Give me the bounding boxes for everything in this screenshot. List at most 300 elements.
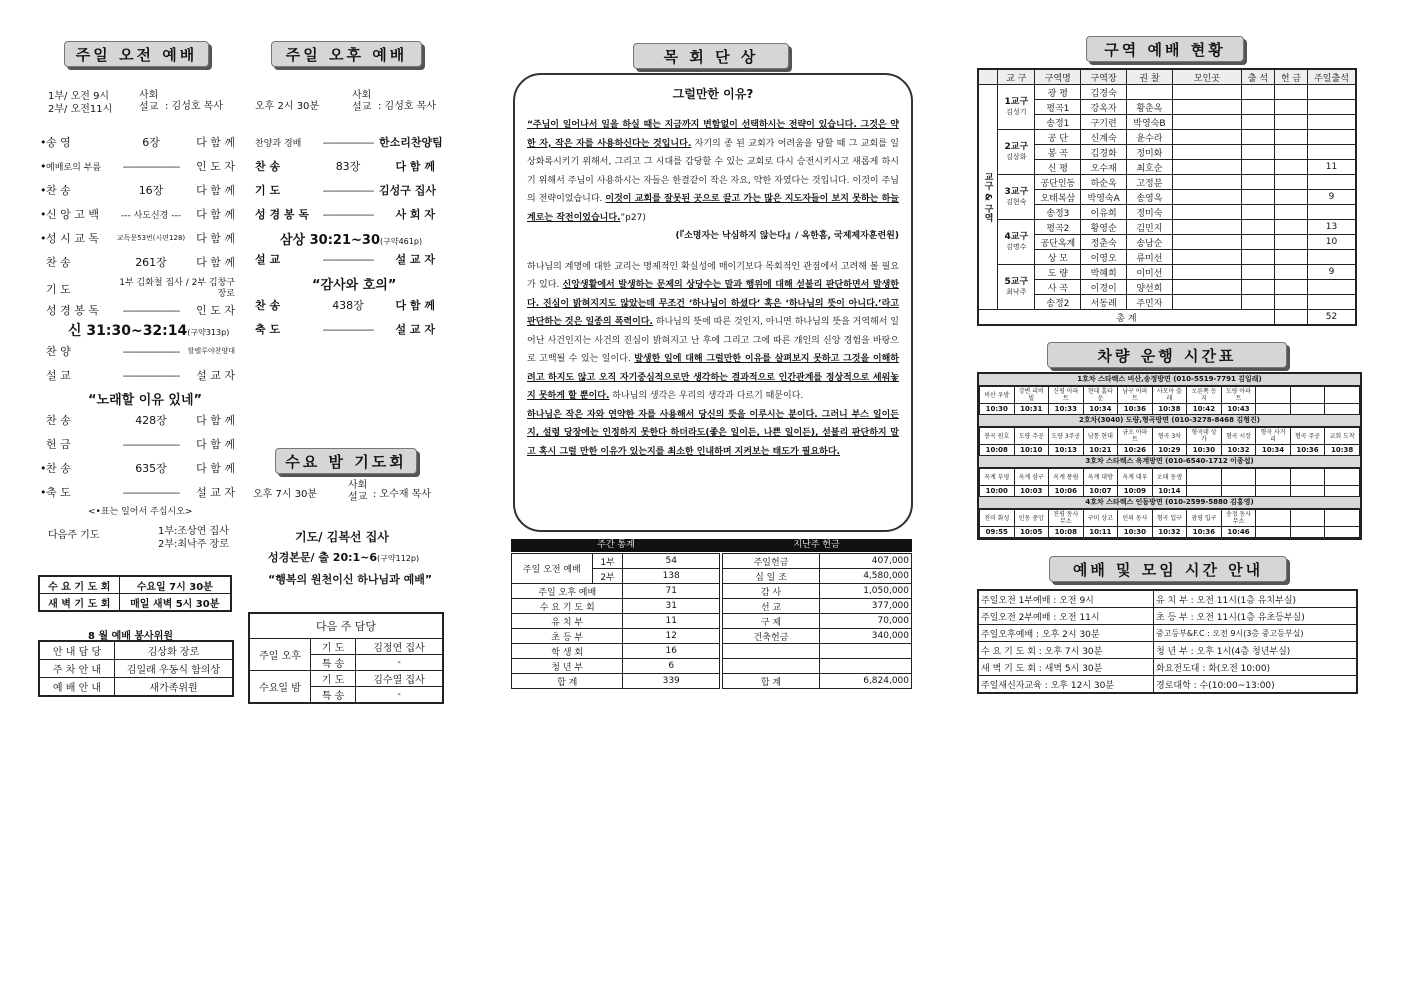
bus-stop [1290,387,1325,404]
table-cell: 박영숙B [1127,115,1173,130]
order-who: 사 회 자 [395,208,435,221]
table-cell: 합 계 [512,674,623,689]
table-row [39,660,233,678]
table-cell [1308,145,1357,160]
bus-time: 10:07 [1083,486,1118,497]
order-who: 다 함 께 [196,462,235,475]
table-row [980,527,1360,538]
order-row [40,484,235,500]
order-who: 한소리찬양팀 [379,136,443,149]
bus-time: 10:30 [980,404,1015,415]
order-name: 기 도 [255,184,281,197]
table-cell: 화요전도대 : 화(오전 10:00) [1154,659,1358,676]
schedule-table [977,589,1358,694]
table-row [249,671,443,687]
bus-time [1256,527,1291,538]
table-cell [1242,295,1275,310]
table-cell: 평곡2 [1035,220,1081,235]
table-cell: 김정연 집사 [356,639,444,655]
order-row [40,254,235,270]
order-name: 설 교 [255,253,281,266]
district-group-leader: 최낙주 [1006,288,1027,296]
table-cell: 12 [623,629,720,644]
table-cell: 주일 오전 예배 [512,554,593,584]
bus-time [1325,527,1360,538]
table-cell: 고정분 [1127,175,1173,190]
bus-stop [1290,469,1325,486]
table-cell: 사 곡 [1035,280,1081,295]
bus-stop: 형곡 입구 [1152,510,1187,527]
table-cell: 4,580,000 [820,569,912,584]
table-cell: 수 요 기 도 회 [512,599,623,614]
table-cell: 공 단 [1035,130,1081,145]
morning-scripture-page: (구약313p) [187,328,230,337]
order-who: 다 함 께 [395,160,435,173]
table-cell: 정미화 [1127,145,1173,160]
bus-time: 10:13 [1049,445,1084,456]
table-header-cell: 구역명 [1035,69,1081,85]
order-row [255,251,435,267]
order-name: 축 도 [46,486,71,499]
wednesday-scripture-text: 성경본문/ 출 20:1~6 [268,551,378,564]
order-row [40,343,235,359]
table-cell [1242,85,1275,100]
table-cell: 11 [623,614,720,629]
table-row [978,235,1356,250]
table-cell [1242,145,1275,160]
table-cell: 주일 오후 [249,639,311,671]
bus-time: 10:31 [1014,404,1049,415]
table-row [978,676,1357,694]
table-cell: 정미숙 [1127,205,1173,220]
table-cell: 선 교 [723,599,820,614]
order-mid: --- 사도신경 --- [121,210,181,221]
table-cell [1172,280,1241,295]
table-cell: - [356,687,444,704]
bus-time: 10:32 [1221,445,1256,456]
schedule-title: 예배 및 모임 시간 안내 [1049,556,1287,582]
body-part-d: 발생한 일에 대해 그럴만한 이유를 살펴보지 못하고 그것을 이해하려고 하지도 않고 오직 자기중심적으로만 생각하는 결과적으로 인간관계를 정상적으로 세워놓지 못하게 할 뿐이다. [527,354,899,401]
bus-time [1187,486,1222,497]
service-committee-title: 8 월 예배 봉사위원 [88,631,174,642]
order-row [40,436,235,452]
bus-time: 10:29 [1152,445,1187,456]
district-group-leader: 김상화 [1006,153,1027,161]
body-paragraph-1 [527,258,899,406]
order-mid: ------------------- [122,344,180,358]
order-mid: 교독문53번(시편128) [116,234,186,242]
table-cell: 매일 새벽 5시 30분 [119,594,231,612]
table-row [512,584,720,599]
table-cell [1308,115,1357,130]
next-prayer-2: 2부:최낙주 장로 [158,539,229,550]
table-cell [1275,190,1308,205]
table-row [512,659,720,674]
table-row [249,639,443,655]
order-mid: 6장 [142,136,160,149]
table-cell: 오태복삼 [1035,190,1081,205]
order-who: 할렐루야찬양대 [187,347,235,355]
prayer-meeting-table [38,575,232,612]
bus-time: 09:55 [980,527,1015,538]
table-row [978,625,1357,642]
table-row [512,614,720,629]
bus-time: 10:42 [1187,404,1222,415]
order-name: 헌 금 [46,438,71,451]
table-row [980,510,1360,527]
weekly-stats-table [511,553,720,689]
order-name: 성 경 봉 독 [46,304,99,317]
bus-time [1290,527,1325,538]
order-name: 기 도 [46,283,71,296]
bus-time: 10:36 [1118,404,1153,415]
order-row [255,134,443,150]
quote-part-a: “주님이 일어나서 일을 하실 때는 지금까지 변함없이 선택하시는 전략이 있습니다. 그것은 약한 자, 작은 자를 사용하신다는 것입니다. [527,120,899,149]
table-cell: 박혜희 [1081,265,1127,280]
table-cell: 1,050,000 [820,584,912,599]
wednesday-prayer: 기도/ 김복선 집사 [295,530,389,544]
bus-time: 10:05 [1014,527,1049,538]
bus-stop: 옥계 대방 [1083,469,1118,486]
order-who: 다 함 께 [196,256,235,269]
order-row [255,297,435,313]
table-cell: 유 치 부 [512,614,623,629]
district-group-name: 4교구 [1004,232,1029,242]
table-cell [1242,205,1275,220]
table-row [39,678,233,697]
table-cell: 138 [623,569,720,584]
table-row [39,576,231,594]
bus-stop: 인동 중앙 [1014,510,1049,527]
bus-time: 10:38 [1152,404,1187,415]
table-cell: 주일 오후 예배 [512,584,623,599]
morning-pastor: : 김성호 목사 [165,101,224,112]
morning-time-2: 2부/ 오전11시 [48,104,113,115]
table-row [723,659,912,674]
afternoon-service-title: 주일 오후 예배 [271,41,422,67]
bus-stop: 봉곡 원호 [980,428,1015,445]
wednesday-scripture [268,549,419,565]
morning-scripture [68,320,229,340]
table-cell: 최호순 [1127,160,1173,175]
table-cell: 총 계 [978,310,1275,326]
table-cell: 수 요 기 도 회 : 오후 7시 30분 [978,642,1154,659]
stand-mark: • [40,159,47,173]
bus-route-table [979,386,1360,415]
next-week-table [248,612,444,704]
table-cell: 청 년 부 [512,659,623,674]
table-cell: 9 [1308,265,1357,280]
table-cell: 특 송 [311,655,356,671]
bus-time: 10:30 [1187,445,1222,456]
order-name: 찬 송 [46,184,71,197]
order-who: 설 교 자 [395,323,435,336]
table-row [978,205,1356,220]
table-cell: 수요일 밤 [249,671,311,704]
bus-time: 10:46 [1221,527,1256,538]
order-row [40,278,235,300]
order-name: 성 시 교 독 [46,232,99,245]
table-cell: 광 평 [1035,85,1081,100]
morning-sermon-title: “노래할 이유 있네” [88,393,203,408]
district-group-name: 5교구 [1004,277,1029,287]
bus-route-name: 4호차 스타렉스 인동방면 (010-2599-5880 김홍영) [979,497,1360,509]
bus-time: 10:08 [1049,527,1084,538]
table-row [978,295,1356,310]
order-who: 다 함 께 [395,299,435,312]
bus-time: 10:10 [1014,445,1049,456]
table-cell [1127,85,1173,100]
table-row [978,608,1357,625]
table-cell [1275,130,1308,145]
district-group [998,265,1035,310]
stand-note: <•표는 일어서 주십시오> [88,507,193,517]
afternoon-pastor: : 김성호 목사 [378,101,437,112]
table-cell: 71 [623,584,720,599]
table-cell: 1부 [592,554,623,569]
bus-time: 10:14 [1152,486,1187,497]
service-committee-table [38,640,234,697]
table-row [978,265,1356,280]
bus-time [1221,486,1256,497]
table-cell: 11 [1308,160,1357,175]
bus-time [1325,486,1360,497]
table-cell [1242,250,1275,265]
bus-time [1256,486,1291,497]
bus-time: 10:21 [1083,445,1118,456]
afternoon-scripture-page: (구약461p) [380,237,423,246]
afternoon-sermon-title: “감사와 호의” [312,278,397,293]
table-cell [1172,235,1241,250]
table-row [723,614,912,629]
table-row [980,428,1360,445]
district-group-leader: 김현숙 [1006,198,1027,206]
table-cell: 2부 [592,569,623,584]
stand-mark: • [40,183,47,197]
table-row [980,486,1360,497]
bus-stop: 사모아 쓸래 [1152,387,1187,404]
order-mid: ----------------- [322,252,374,266]
bus-time: 10:33 [1049,404,1084,415]
bus-time: 10:26 [1118,445,1153,456]
table-cell [1275,280,1308,295]
wednesday-lead: 사회 설교 [348,480,368,503]
order-who: 다 함 께 [196,438,235,451]
table-cell [1308,175,1357,190]
table-row [512,599,720,614]
table-cell [1172,190,1241,205]
quote-part-d: ”p27) [620,212,646,223]
table-row [39,641,233,660]
table-cell [1275,175,1308,190]
bus-route-name: 2호차(3040) 도량,형곡방면 (010-3278-8468 김형진) [979,415,1360,427]
table-cell: 6,824,000 [820,674,912,689]
table-cell: 김민지 [1127,220,1173,235]
table-row [512,554,720,569]
order-row [40,230,235,246]
table-cell: 주 차 안 내 [39,660,115,678]
order-mid: 1부 김화철 집사 / 2부 김창구 장로 [119,278,235,299]
table-cell: 신 평 [1035,160,1081,175]
table-cell [1242,265,1275,280]
stand-mark: • [40,231,47,245]
table-row [978,190,1356,205]
table-cell: 김경화 [1081,145,1127,160]
table-cell: 주일오후예배 : 오후 2시 30분 [978,625,1154,642]
bus-stop [1256,469,1291,486]
table-cell [1172,205,1241,220]
bus-stop: 형곡 3차 [1152,428,1187,445]
table-row [39,594,231,612]
table-cell [1172,85,1241,100]
bus-stop: 도량 주공 [1014,428,1049,445]
table-row [978,160,1356,175]
bus-stop [1256,387,1291,404]
table-row [980,404,1360,415]
order-row [40,158,235,174]
order-name: 찬양과 경배 [255,138,302,149]
bus-stop [1325,387,1360,404]
wednesday-sermon-title: “행복의 원천이신 하나님과 예배” [268,573,433,586]
table-cell: 구 제 [723,614,820,629]
table-cell: 건축헌금 [723,629,820,644]
last-week-offering-title: 지난주 헌금 [793,540,840,550]
table-row [723,674,912,689]
table-row [980,387,1360,404]
table-cell: 예 배 안 내 [39,678,115,697]
table-cell: 김수열 집사 [356,671,444,687]
table-cell [1172,295,1241,310]
table-cell: 김상화 장로 [115,641,234,660]
order-name: 찬 송 [46,462,71,475]
order-mid: ------------------- [122,485,180,499]
district-group-name: 3교구 [1004,187,1029,197]
table-cell: 340,000 [820,629,912,644]
table-cell [1172,160,1241,175]
table-cell: 서동례 [1081,295,1127,310]
order-row [40,206,235,222]
bus-stop [1221,469,1256,486]
bus-stop: 옥계 삼구 [1014,469,1049,486]
wednesday-pastor: : 오수재 목사 [373,489,432,500]
table-cell: 기 도 [311,671,356,687]
table-cell [1172,250,1241,265]
body-part-e: 하나님의 생각은 우리의 생각과 다르기 때문이다. [609,391,804,401]
table-cell: 주민자 [1127,295,1173,310]
table-cell: 이영오 [1081,250,1127,265]
order-mid: 16장 [138,184,164,197]
bus-stop [1290,510,1325,527]
order-mid: ------------------- [122,303,180,317]
bus-stop: 강변 리버빌 [1014,387,1049,404]
quote-part-b: 자기의 종 된 교회가 어려움을 당할 때 그 교회를 일상화록시키기 위해서, 그리고 그 시대를 감당할 수 있는 교회로 다시 승전시키시고 새롭게 하시기 위해서 주님이 사용하시는 자들은 한결같이 작은 자요, 약한 자였다는 것입니다. 이것이 주님의 전략이었습니다. [527,138,900,204]
table-header-cell: 주일출석 [1308,69,1357,85]
bus-stop: 도량 아파트 [1221,387,1256,404]
table-cell: 평곡1 [1035,100,1081,115]
table-cell: 김일래 우동식 함의상 [115,660,234,678]
next-prayer-label: 다음주 기도 [48,530,100,541]
bus-stop: 형곡 시장 [1221,428,1256,445]
order-row [40,460,235,476]
table-row [978,85,1356,100]
order-who: 설 교 자 [395,253,435,266]
table-cell: 윤수라 [1127,130,1173,145]
table-cell: 감 사 [723,584,820,599]
order-row [255,206,435,222]
order-who: 다 함 께 [196,184,235,197]
table-cell [820,659,912,674]
table-cell: 6 [623,659,720,674]
order-who: 다 함 께 [196,232,235,245]
bus-stop: 옥계 대우 [1118,469,1153,486]
bus-stop: 형곡 주공 [1290,428,1325,445]
order-mid: 261장 [135,256,167,269]
table-cell: 407,000 [820,554,912,569]
table-row [723,569,912,584]
table-cell: 377,000 [820,599,912,614]
table-cell [1172,220,1241,235]
district-worship-title: 구역 예배 현황 [1086,36,1244,62]
order-name: 예배로의 부름 [46,162,102,173]
table-cell: 13 [1308,220,1357,235]
bus-stop: 진미 화성 [980,510,1015,527]
order-who: 인 도 자 [196,160,235,173]
table-cell: 특 송 [311,687,356,704]
table-cell: 정춘숙 [1081,235,1127,250]
order-row [40,182,235,198]
table-cell: 학 생 회 [512,644,623,659]
order-name: 찬 송 [46,256,71,269]
table-row [723,584,912,599]
district-group-name: 2교구 [1004,142,1029,152]
bus-stop [1256,510,1291,527]
order-row [40,367,235,383]
order-mid: ----------------- [322,207,374,221]
table-header-cell: 교 구 [998,69,1035,85]
body-part-b: 신앙생활에서 발생하는 문제의 상당수는 말과 행위에 대해 섣불리 판단하면서 발생한다. 진심이 밝혀지지도 않았는데 무조건 ‘하나님이 하셨다’ 혹은 ‘하나님의 뜻이 아니다.’라고 판단하는 것은 일종의 폭력이다. [527,280,899,327]
table-cell: 도 량 [1035,265,1081,280]
bus-stop: 구미 상고 [1083,510,1118,527]
bus-stop [1325,510,1360,527]
wednesday-scripture-page: (구약112p) [377,554,420,563]
bus-stop: 남구 아파트 [1118,387,1153,404]
pastor-column-box [513,73,913,532]
table-cell: 공단인동 [1035,175,1081,190]
bus-stop: 오태 동생 [1152,469,1187,486]
order-who: 김성구 집사 [379,184,436,197]
bus-stop: 옥계 풍림 [1049,469,1084,486]
order-mid: ----------------- [322,322,374,336]
bus-stop: 송정 동사무소 [1221,510,1256,527]
table-row [512,629,720,644]
table-cell [1242,280,1275,295]
table-cell: 박영숙A [1081,190,1127,205]
bus-time: 10:06 [1049,486,1084,497]
table-cell [1242,130,1275,145]
district-group-name: 1교구 [1004,97,1029,107]
table-row [512,644,720,659]
body-paragraph-2: 하나님은 작은 자와 연약한 자를 사용해서 당신의 뜻을 이루시는 분이다. 그러니 부스 일이든지, 설령 당장에는 인정하지 못한다 하더라도(좋은 일이든, 나쁜 일이든), 섣불리 판단하지 말고 혹시 그럴 만한 이유가 있는지를 최소한 인내하며 지켜보는 태도가 필요하다. [527,409,899,457]
table-row [978,280,1356,295]
table-header-cell [978,69,998,85]
table-cell: 합 계 [723,674,820,689]
table-cell: 이미선 [1127,265,1173,280]
district-group [998,85,1035,130]
order-who: 다 함 께 [196,414,235,427]
bus-time: 10:43 [1221,404,1256,415]
table-cell: 청 년 부 : 오후 1시(4층 청년부실) [1154,642,1358,659]
table-cell [1275,145,1308,160]
